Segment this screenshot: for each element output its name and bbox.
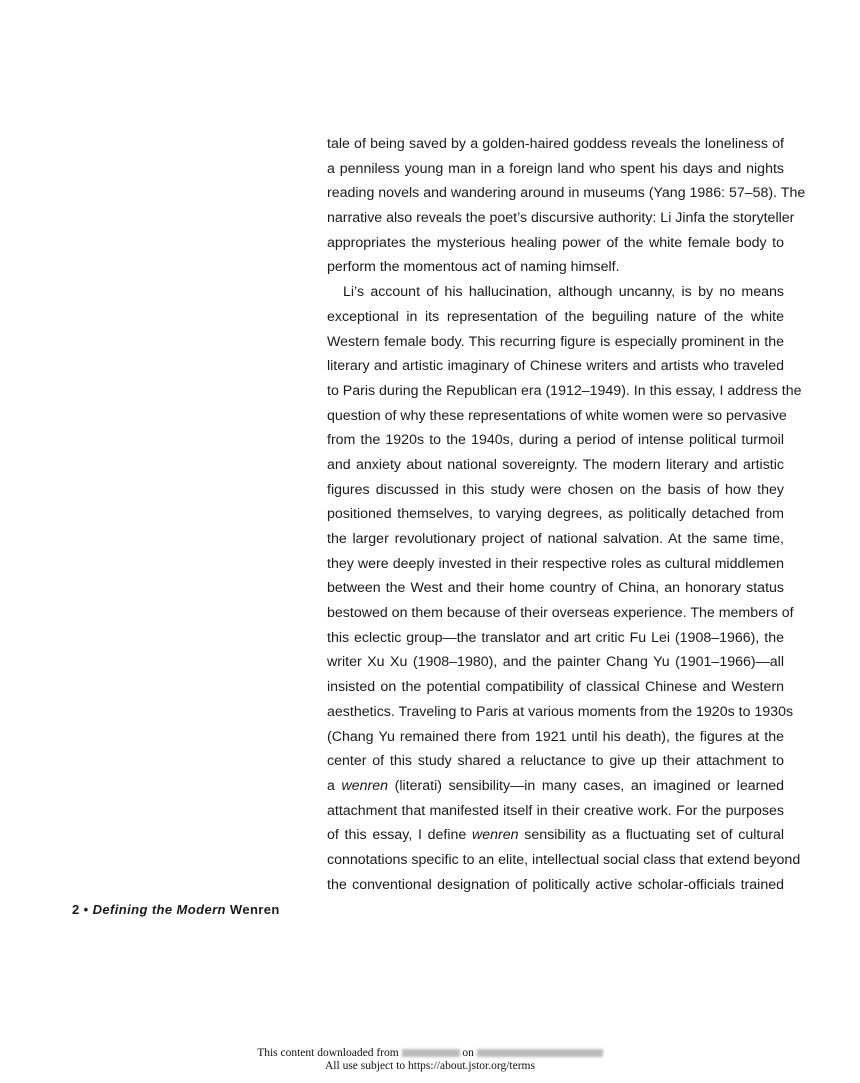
text-line [327, 700, 794, 725]
text-segment: tale of being saved by a golden-haired goddess reveals the loneliness of [327, 136, 784, 152]
text-line [327, 255, 784, 280]
running-footer [72, 902, 280, 917]
text-segment: of this essay, I define [327, 827, 472, 844]
italic-term: wenren [471, 827, 519, 844]
footer-bullet: • [83, 902, 89, 917]
text-line [327, 181, 806, 206]
text-segment: this eclectic group—the translator and art critic Fu Lei (1908–1966), the [327, 629, 784, 646]
text-line [327, 576, 784, 601]
text-line [327, 231, 784, 256]
text-segment: a penniless young man in a foreign land who spent his days and nights [327, 160, 784, 177]
text-segment: between the West and their home country of China, an honorary status [327, 580, 784, 597]
text-segment: question of why these representations of white women were so pervasive [327, 407, 787, 424]
text-line [327, 725, 784, 750]
text-segment: a [327, 777, 342, 794]
text-segment: figures discussed in this study were chosen on the basis of how they [327, 481, 784, 498]
text-segment: the larger revolutionary project of national salvation. At the same time, [327, 531, 784, 547]
text-line [327, 206, 795, 231]
jstor-notice [0, 1047, 860, 1073]
italic-term: wenren [341, 777, 389, 794]
text-segment: bestowed on them because of their overseas experience. The members of [327, 605, 794, 622]
redacted-date [477, 1049, 603, 1057]
text-line [327, 280, 784, 305]
download-notice: This content downloaded from [257, 1047, 399, 1059]
text-segment: from the 1920s to the 1940s, during a period of intense political turmoil [327, 432, 784, 449]
text-line [327, 330, 784, 355]
text-segment: connotations specific to an elite, intellectual social class that extend beyond [327, 851, 801, 868]
text-line [327, 428, 784, 453]
text-line [327, 749, 784, 774]
text-line [327, 774, 784, 799]
text-segment: sensibility as a fluctuating set of cultural [518, 827, 785, 844]
text-line [327, 502, 784, 527]
text-line [327, 379, 802, 404]
text-segment: exceptional in its representation of the beguiling nature of the white [327, 308, 784, 325]
text-line [327, 823, 784, 848]
text-line [327, 799, 784, 824]
text-segment: (Chang Yu remained there from 1921 until his death), the figures at the [327, 728, 784, 745]
text-segment: (literati) sensibility—in many cases, an imagined or learned [388, 777, 784, 794]
book-title-italic: Defining the Modern [92, 902, 226, 917]
text-segment: narrative also reveals the poet’s discursive authority: Li Jinfa the storyteller [327, 210, 795, 227]
text-segment: writer Xu Xu (1908–1980), and the painter Chang Yu (1901–1966)—all [327, 654, 784, 671]
text-line [327, 305, 784, 330]
text-segment: literary and artistic imaginary of Chinese writers and artists who traveled [327, 358, 784, 375]
text-line [327, 527, 784, 552]
text-line [327, 354, 784, 379]
text-segment: perform the momentous act of naming himself. [327, 259, 620, 276]
text-line [327, 157, 784, 182]
text-segment: insisted on the potential compatibility of classical Chinese and Western [327, 679, 784, 696]
page-number: 2 [72, 902, 80, 917]
text-segment: to Paris during the Republican era (1912–1949). In this essay, I address the [327, 382, 802, 399]
redacted-ip [402, 1049, 460, 1057]
text-line [327, 404, 787, 429]
text-segment: attachment that manifested itself in their creative work. For the purposes [327, 802, 784, 819]
text-segment: they were deeply invested in their respective roles as cultural middlemen [327, 555, 784, 572]
terms-notice: All use subject to https://about.jstor.org/terms [325, 1060, 535, 1072]
body-text [327, 132, 806, 897]
text-line [327, 873, 784, 898]
text-segment: Western female body. This recurring figure is especially prominent in the [327, 333, 784, 350]
book-title-roman: Wenren [229, 902, 280, 917]
text-line [327, 478, 784, 503]
text-line [327, 650, 784, 675]
text-line [327, 626, 784, 651]
text-segment: appropriates the mysterious healing power of the white female body to [327, 234, 784, 251]
text-segment: Li’s account of his hallucination, although uncanny, is by no means [343, 284, 784, 301]
text-segment: aesthetics. Traveling to Paris at various moments from the 1920s to 1930s [327, 703, 794, 720]
text-line [327, 132, 784, 157]
text-segment: and anxiety about national sovereignty. The modern literary and artistic [327, 456, 784, 473]
on-text: on [462, 1047, 474, 1059]
text-line [327, 552, 784, 577]
text-line [327, 848, 801, 873]
text-segment: the conventional designation of politically active scholar-officials trained [327, 876, 784, 893]
text-line [327, 453, 784, 478]
text-segment: reading novels and wandering around in museums (Yang 1986: 57–58). The [327, 185, 806, 202]
text-line [327, 601, 794, 626]
text-segment: center of this study shared a reluctance to give up their attachment to [327, 753, 784, 770]
text-line [327, 675, 784, 700]
text-segment: positioned themselves, to varying degrees, as politically detached from [327, 506, 784, 523]
